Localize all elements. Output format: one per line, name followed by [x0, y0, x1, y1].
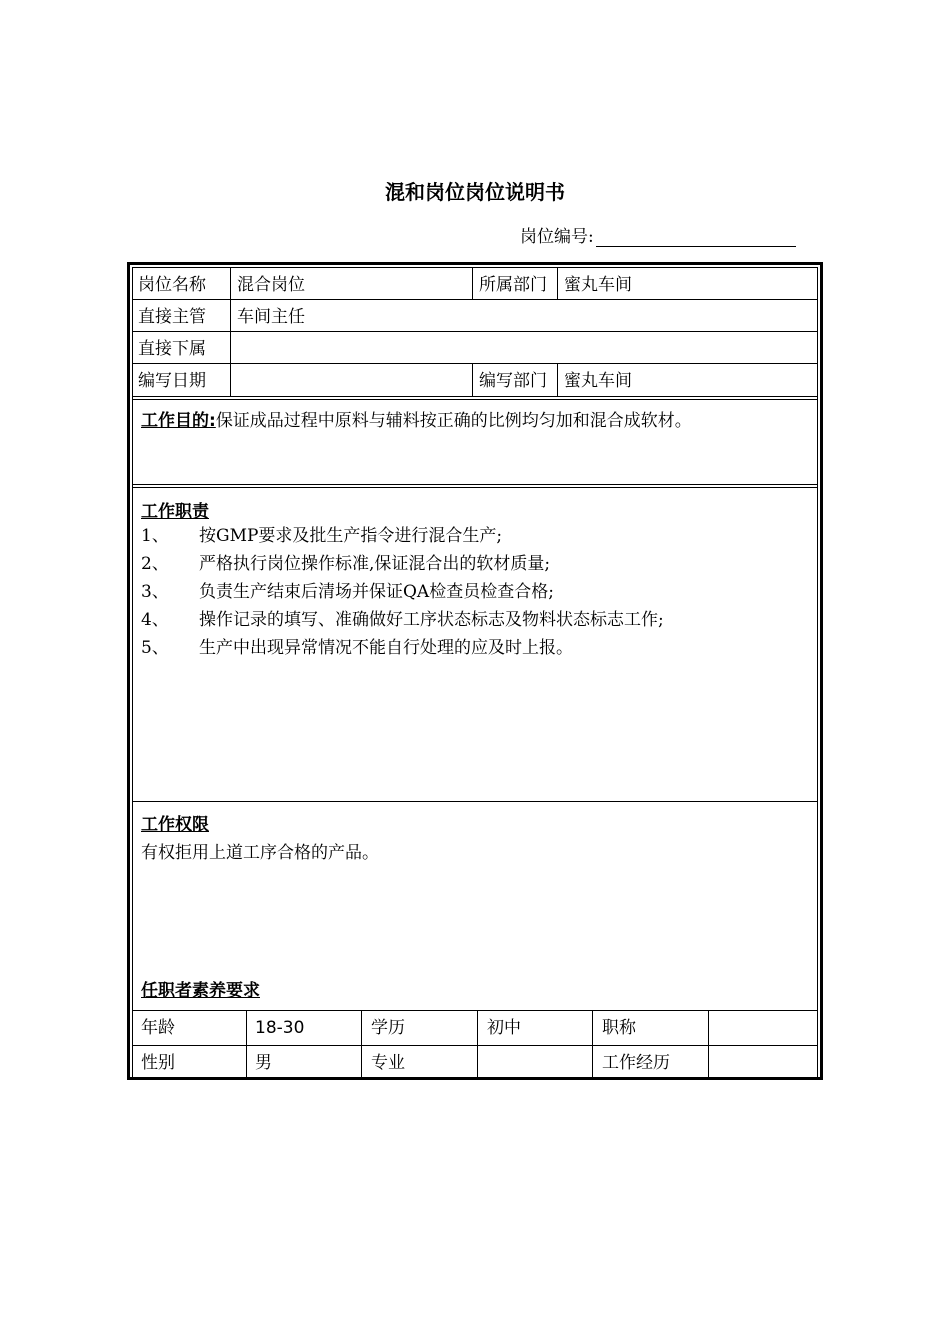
major-label: 专业 — [371, 1053, 405, 1073]
column-divider — [592, 1010, 593, 1080]
requirements-heading: 任职者素养要求 — [141, 981, 260, 1001]
duties-heading: 工作职责 — [141, 502, 209, 522]
duty-text: 操作记录的填写、准确做好工序状态标志及物料状态标志工作; — [199, 610, 664, 630]
authority-heading: 工作权限 — [141, 815, 209, 835]
position-number-blank[interactable] — [596, 228, 796, 247]
duty-text: 严格执行岗位操作标准,保证混合出的软材质量; — [199, 554, 551, 574]
column-divider — [557, 364, 558, 397]
document-title: 混和岗位岗位说明书 — [385, 180, 565, 204]
column-divider — [361, 1010, 362, 1080]
purpose-heading: 工作目的: — [141, 411, 216, 431]
duty-number: 3、 — [141, 582, 169, 602]
purpose-text: 保证成品过程中原料与辅料按正确的比例均匀加和混合成软材。 — [215, 411, 692, 431]
row-divider — [133, 1045, 817, 1046]
purpose-line — [141, 411, 692, 431]
column-divider — [557, 268, 558, 300]
title-label: 职称 — [602, 1018, 636, 1038]
column-divider — [708, 1010, 709, 1080]
duty-number: 5、 — [141, 638, 169, 658]
author-department-label: 编写部门 — [479, 371, 547, 391]
row-divider — [133, 331, 817, 332]
duty-number: 2、 — [141, 554, 169, 574]
duty-text: 负责生产结束后清场并保证QA检查员检查合格; — [199, 582, 554, 602]
supervisor-label: 直接主管 — [138, 307, 206, 327]
section-divider — [133, 396, 817, 400]
position-name-value: 混合岗位 — [237, 275, 305, 295]
author-department-value: 蜜丸车间 — [564, 371, 632, 391]
date-label: 编写日期 — [138, 371, 206, 391]
position-name-label: 岗位名称 — [138, 275, 206, 295]
education-value: 初中 — [487, 1018, 521, 1038]
column-divider — [246, 1010, 247, 1080]
section-divider — [133, 484, 817, 488]
duty-item — [141, 582, 554, 602]
age-value: 18-30 — [255, 1018, 305, 1038]
department-label: 所属部门 — [479, 275, 547, 295]
gender-label: 性别 — [141, 1053, 175, 1073]
subordinate-label: 直接下属 — [138, 339, 206, 359]
position-number-field — [520, 222, 796, 247]
duty-item — [141, 638, 573, 658]
authority-text: 有权拒用上道工序合格的产品。 — [141, 843, 379, 863]
experience-label: 工作经历 — [602, 1053, 670, 1073]
duty-number: 4、 — [141, 610, 169, 630]
column-divider — [472, 364, 473, 397]
department-value: 蜜丸车间 — [564, 275, 632, 295]
duty-text: 生产中出现异常情况不能自行处理的应及时上报。 — [199, 638, 573, 658]
age-label: 年龄 — [141, 1018, 175, 1038]
position-number-label: 岗位编号: — [520, 227, 594, 247]
duty-item — [141, 554, 550, 574]
column-divider — [472, 268, 473, 300]
row-divider — [133, 299, 817, 300]
column-divider — [230, 268, 231, 397]
education-label: 学历 — [371, 1018, 405, 1038]
gender-value: 男 — [255, 1053, 272, 1073]
row-divider — [133, 363, 817, 364]
column-divider — [477, 1010, 478, 1080]
duty-item — [141, 610, 664, 630]
job-description-table — [127, 262, 823, 1080]
section-divider — [133, 801, 817, 802]
row-divider — [133, 1010, 817, 1011]
supervisor-value: 车间主任 — [237, 307, 305, 327]
duty-item — [141, 526, 502, 546]
duty-text: 按GMP要求及批生产指令进行混合生产; — [199, 526, 503, 546]
table-inner-border — [132, 267, 818, 1077]
duty-number: 1、 — [141, 526, 169, 546]
